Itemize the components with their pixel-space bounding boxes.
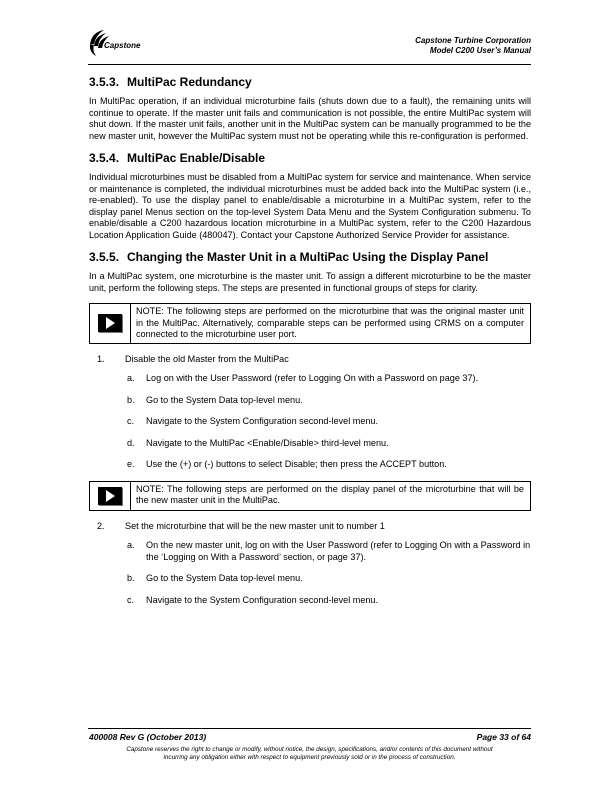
section-number: 3.5.4. (89, 151, 120, 165)
page-header (88, 28, 531, 62)
step-number: 1. (97, 353, 105, 364)
section-heading-redundancy (89, 75, 531, 90)
footer-divider (88, 728, 531, 729)
capstone-logo (86, 28, 166, 58)
paragraph: In MultiPac operation, if an individual microturbine fails (shuts down due to a fault), the remaining units will continue to operate. If the master unit fails and communication is not possible, the entire MultiPac system will shut down. If the master unit fails, another unit in the MultiPac system can be manually programmed to be the new master unit, however the MultiPac system must not be operating while this re-configuration is performed. (89, 96, 531, 141)
list-item (89, 521, 531, 533)
note-box (89, 481, 531, 511)
paragraph: In a MultiPac system, one microturbine is the master unit. To assign a different microturbine to be the master unit, perform the following steps. The steps are presented in functional groups of steps for clarity. (89, 271, 531, 293)
section-number: 3.5.3. (89, 75, 120, 89)
main-content (89, 75, 531, 616)
document-id: 400008 Rev G (October 2013) (89, 732, 207, 742)
section-number: 3.5.5. (89, 250, 120, 264)
paragraph: Individual microturbines must be disabled from a MultiPac system for service and maintenance. When service or maintenance is completed, the individual microturbines must be added back into the MultiPac system (i.e., re-enabled). To use the display panel to enable/disable a microturbine in a MultiPac system, refer to the display panel Menus section on the top-level System Data Menu and the System Configuration submenu. To enable/disable a C200 hazardous location microturbine in a MultiPac system, refer to the C200 Hazardous Location Application Guide (480047). Contact your Capstone Authorized Service Provider for assistance. (89, 172, 531, 240)
section-title: Changing the Master Unit in a MultiPac Using the Display Panel (127, 250, 489, 264)
section-title: MultiPac Redundancy (127, 75, 252, 89)
note-arrow-icon (90, 482, 131, 510)
manual-title: Model C200 User’s Manual (429, 46, 531, 55)
list-item: a. On the new master unit, log on with the User Password (refer to Logging On with a Password in the ‘Logging on With a Password’ section, or page 37). (127, 540, 531, 562)
logo-text: Capstone (104, 41, 141, 50)
header-divider (88, 64, 531, 65)
section-heading-change-master (89, 250, 531, 265)
list-item: c. Navigate to the System Configuration second-level menu. (127, 594, 379, 605)
company-info (415, 36, 531, 56)
list-item: b. Go to the System Data top-level menu. (127, 573, 303, 583)
list-item: e. Use the (+) or (-) buttons to select Disable; then press the ACCEPT button. (127, 459, 447, 469)
step-number: 2. (97, 520, 105, 531)
disclaimer: Capstone reserves the right to change or modify, without notice, the design, specifications, and/or contents of this document without incurring any obligation either with respect to equipment previously sold or in the process of construction. (126, 746, 493, 761)
note-box (89, 303, 531, 344)
list-item: d. Navigate to the MultiPac <Enable/Disable> third-level menu. (127, 437, 389, 448)
section-title: MultiPac Enable/Disable (127, 151, 266, 165)
note-text: NOTE: The following steps are performed on the display panel of the microturbine that will be the new master unit in the MultiPac. (136, 483, 524, 505)
note-text: NOTE: The following steps are performed on the microturbine that was the original master unit in the MultiPac. Alternatively, comparable steps can be performed using CRMS on a computer connected to the microturbine user port. (136, 306, 524, 339)
list-item (89, 354, 531, 366)
step-text: Disable the old Master from the MultiPac (125, 353, 289, 364)
company-name: Capstone Turbine Corporation (415, 36, 531, 45)
section-heading-enable-disable (89, 151, 531, 166)
page-number: Page 33 of 64 (476, 732, 531, 742)
list-item: c. Navigate to the System Configuration second-level menu. (127, 416, 379, 426)
list-item: a. Log on with the User Password (refer to Logging On with a Password on page 37). (127, 373, 479, 383)
list-item: b. Go to the System Data top-level menu. (127, 394, 303, 405)
step-text: Set the microturbine that will be the new master unit to number 1 (125, 520, 385, 531)
note-arrow-icon (90, 304, 131, 343)
